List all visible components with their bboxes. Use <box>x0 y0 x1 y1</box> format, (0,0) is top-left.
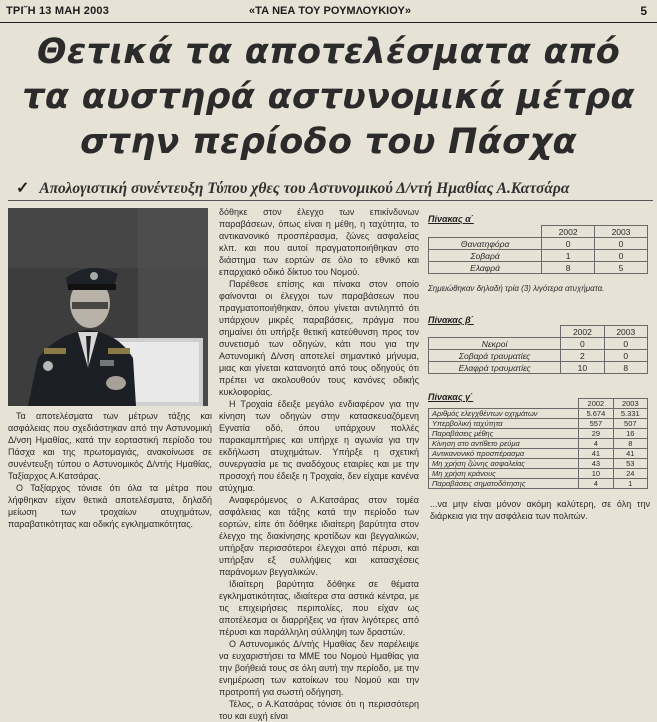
paragraph: Ιδιαίτερη βαρύτητα δόθηκε σε θέματα εγκληματικότητας, ιδιαίτερα στα αστικά κέντρα, με τις επιχειρήσεις περιπολίες, που είχαν ως αποτέλεσμα οι διαρρήξεις να ήταν λιγότερες από πέρυσι και παράλληλη σύλληψη των δραστών. <box>219 579 419 637</box>
table-row: Παραβάσεις σηματοδότησης 4 1 <box>429 479 648 489</box>
table-row <box>429 226 648 238</box>
table-a-year-2: 2003 <box>595 226 648 238</box>
table-a-year-1: 2002 <box>542 226 595 238</box>
paragraph: Τέλος, ο Α.Κατσάρας τόνισε ότι η περισσότερη του και ευχή είναι <box>219 699 419 721</box>
table-row: Παραβάσεις μέθης 29 16 <box>429 429 648 439</box>
table-row: Νεκροί 0 0 <box>429 338 648 350</box>
table-row: Κίνηση στο αντίθετο ρεύμα 4 8 <box>429 439 648 449</box>
table-c-year-2: 2003 <box>613 399 647 409</box>
issue-date: ΤΡΙ˝Η 13 ΜΑΗ 2003 <box>6 5 110 17</box>
table-a-note: Σημειώθηκαν δηλαδή τρία (3) λιγότερα ατυχήματα. <box>428 284 605 293</box>
table-a <box>428 225 648 274</box>
table-row: Αντικανονικό προσπέρασμα 41 41 <box>429 449 648 459</box>
table-row <box>429 399 648 409</box>
table-row: Σοβαρά τραυματίες 2 0 <box>429 350 648 362</box>
paragraph: δόθηκε στον έλεγχο των επικίνδυνων παραβάσεων, όπως είναι η μέθη, η ταχύτητα, το αντικανονικό προσπέρασμα, ζώνες ασφαλείας κλπ. και που αυτοί πραγματοποιήθηκαν στο διάστημα των εορτών σε όλο το εθνικό και επαρχιακό οδικό δίκτυο του Νομού. <box>219 207 419 277</box>
paragraph: Η Τροχαία έδειξε μεγάλο ενδιαφέρον για την κίνηση των οδηγών στην κατασκευαζόμενη Εγνατία οδό, όπου υπάρχουν πολλές παρακαμπτήριες και υπήρχε η αγωνία για την εκδήλωση ατυχημάτων. Υπήρξε η σχετική συνεργασία με τις αναδόχους εταιρίες και με την προσοχή που έδειξε η Τροχαία, δεν είχαμε κανένα ατύχημα. <box>219 399 419 493</box>
table-row: Σοβαρά 1 0 <box>429 250 648 262</box>
caption-paragraph-2: Ο Ταξίαρχος τόνισε ότι όλα τα μέτρα που λήφθηκαν είχαν θετικά αποτελέσματα, δηλαδή μείωση των τροχαίων ατυχημάτων, παραβατικότητας και οδικής εγκληματικότητας. <box>8 483 212 529</box>
table-row: Ελαφρά 8 5 <box>429 262 648 274</box>
subtitle-text: Απολογιστική συνέντευξη Τύπου χθες του Αστυνομικού Δ/ντή Ημαθίας Α.Κατσάρα <box>39 180 570 197</box>
table-row: Μη χρήση κράνους 10 24 <box>429 469 648 479</box>
caption-paragraph-1: Τα αποτελέσματα των μέτρων τάξης και ασφάλειας που σχεδιάστηκαν από την Αστυνομική Δ/νση Ημαθίας, κατά την εορταστική περίοδο του Πάσχα και της πρωτομαγιάς, ανακοίνωσε σε συνέντευξη τύπου ο Αστυνομικός Δ/ντής Ημαθίας, Ταξίαρχος Α.Κατσάρας. <box>8 411 212 481</box>
table-row: Θανατηφόρα 0 0 <box>429 238 648 250</box>
table-row <box>429 326 648 338</box>
photo-illustration <box>8 208 208 406</box>
table-c <box>428 398 648 489</box>
table-row: Μη χρήση ζώνης ασφαλείας 43 53 <box>429 459 648 469</box>
subtitle <box>16 178 569 198</box>
checkmark-icon: ✓ <box>16 180 30 197</box>
photo-caption-text <box>8 410 212 529</box>
table-b <box>428 325 648 374</box>
table-c-year-1: 2002 <box>579 399 613 409</box>
paragraph: Αναφερόμενος ο Α.Κατσάρας στον τομέα ασφάλειας και τάξης κατά την περίοδο των εορτών, είπε ότι δόθηκε ιδιαίτερη βαρύτητα στον έλεγχο της διακίνησης κροτίδων και βεγγαλικών, υπήρξαν περισσότεροι έλεγχοι από πέρυσι, και υπήρξαν εξ συλλήψεις και κατασχέσεις παράνομων βεγγαλικών. <box>219 495 419 577</box>
table-row: Υπερβολική ταχύτητα 557 507 <box>429 419 648 429</box>
headline-line-2: τα αυστηρά αστυνομικά μέτρα <box>22 77 635 117</box>
newspaper-name: «ΤΑ ΝΕΑ ΤΟΥ ΡΟΥΜΛΟΥΚΙΟΥ» <box>249 5 411 17</box>
divider <box>8 200 653 201</box>
article-column-3-tail: ...να μην είναι μόνον ακόμη καλύτερη, σε όλη την διάρκεια για την ασφάλεια των πολιτών. <box>430 499 650 521</box>
headline-line-1: Θετικά τα αποτελέσματα από <box>36 32 621 72</box>
photo-police-director <box>8 208 208 406</box>
table-b-year-2: 2003 <box>604 326 647 338</box>
table-a-title: Πίνακας α΄ <box>428 214 474 224</box>
paragraph: Παρέθεσε επίσης και πίνακα στον οποίο φαίνονται οι έλεγχοι των παραβάσεων που πραγματοποιήθηκαν, όπου γίνεται αντιληπτό ότι υπάρχουν μικρές παραβάσεις, πράγμα που σημαίνει ότι υπήρξε θετική κατεύθυνση προς τον συνετισμό των οδηγών, κάτι που για την Αστυνομική Δ/νση αποτελεί σημαντικό μήνυμα, μιας και γίνεται κατανοητό από τους οδηγούς ότι πρέπει να ακολουθούν τους κανόνες οδικής κυκλοφορίας. <box>219 279 419 397</box>
article-column-2 <box>219 206 419 721</box>
table-row: Ελαφρά τραυματίες 10 8 <box>429 362 648 374</box>
table-b-title: Πίνακας β΄ <box>428 315 474 325</box>
headline-line-3: στην περίοδο του Πάσχα <box>80 122 577 162</box>
page-number: 5 <box>640 4 647 18</box>
table-b-year-1: 2002 <box>561 326 604 338</box>
table-row: Αριθμός ελεγχθέντων οχημάτων 5.674 5.331 <box>429 409 648 419</box>
headline <box>0 30 657 165</box>
paragraph: Ο Αστυνομικός Δ/ντής Ημαθίας δεν παρέλειψε να ευχαριστήσει τα ΜΜΕ του Νομού Ημαθίας για την βοήθειά τους σε όλη αυτή την περίοδο, με την ενημέρωση των κατοίκων του Νομού και την προτροπή για σωστή οδήγηση. <box>219 639 419 697</box>
table-c-title: Πίνακας γ΄ <box>428 392 474 402</box>
